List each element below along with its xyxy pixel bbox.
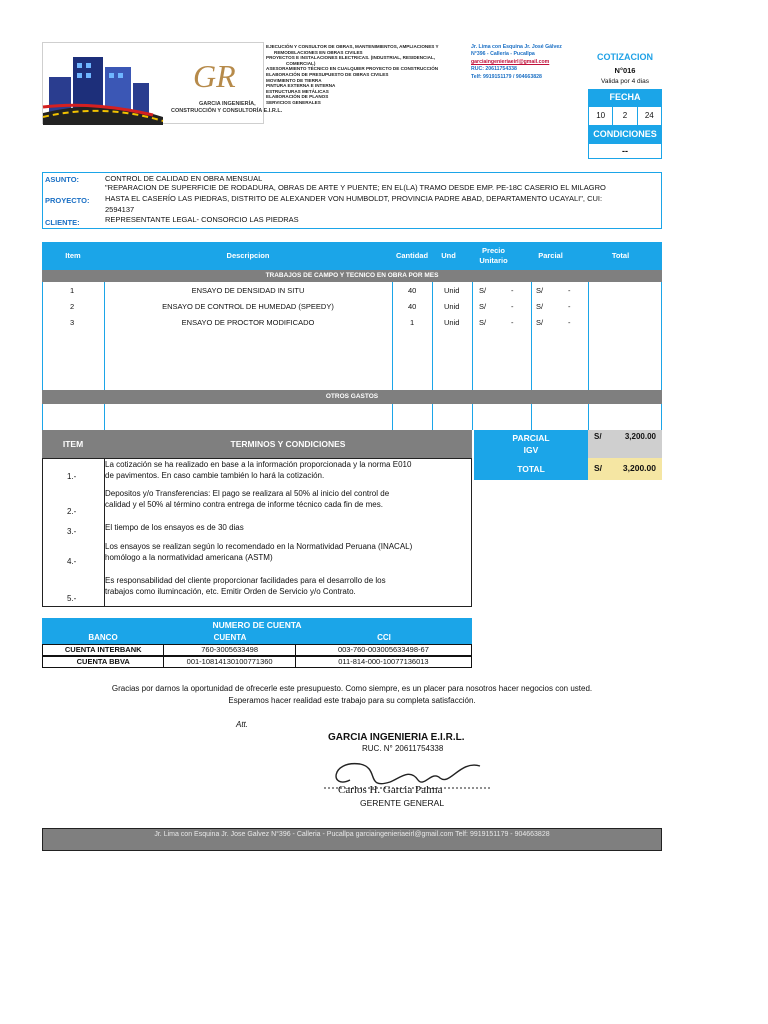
contact-email-link[interactable]: garciaingenieriaeirl@gmail.com: [471, 58, 550, 65]
page-footer: Jr. Lima con Esquina Jr. Jose Galvez N°396 - Calleria - Pucallpa garciaingenieriaeirl@gmail.com Telf: 9919151179 - 904663828: [42, 828, 662, 851]
col-precio-line-1: Precio: [482, 246, 505, 255]
bank-col-banco: BANCO: [42, 632, 164, 644]
items-table-body: [42, 282, 662, 390]
row-parcial: -: [568, 286, 571, 295]
row-parcial: -: [568, 302, 571, 311]
table-row: [42, 300, 662, 312]
terms-list: [42, 458, 472, 607]
bank-col-cci: CCI: [296, 632, 472, 644]
svg-text:CONSTRUCCIÓN Y CONSULTORÍA E.I: CONSTRUCCIÓN Y CONSULTORÍA E.I.R.L.: [171, 108, 283, 114]
bank-col-cuenta: CUENTA: [164, 632, 296, 644]
service-item: REMODELACIONES EN OBRAS CIVILES: [274, 49, 363, 55]
row-und: Unid: [444, 302, 460, 311]
term-item: Es responsabilidad del cliente proporcionar facilidades para el desarrollo de los trabajos como ilumincación, etc. Emitir Orden de Servicio y/o Contrato.: [105, 576, 386, 596]
items-table-header: [42, 242, 662, 270]
fecha-day: 10: [589, 107, 613, 125]
term-number: 5.-: [67, 594, 77, 603]
svg-text:GR: GR: [193, 58, 236, 94]
row-currency: S/: [536, 318, 544, 327]
bank-cci: 011-814-000-10077136013: [338, 657, 429, 666]
row-qty: 1: [410, 318, 415, 327]
row-qty: 40: [408, 286, 417, 295]
asunto-value: CONTROL DE CALIDAD EN OBRA MENSUAL: [105, 174, 263, 183]
services-list: [266, 44, 462, 106]
section-otros-gastos: OTROS GASTOS: [42, 390, 662, 404]
proyecto-line-1: "REPARACION DE SUPERFICIE DE RODADURA, OBRAS DE ARTE Y PUENTE; EN EL(LA) TRAMO DESDE EMP. PE-18C CASERIO EL MILAGRO: [105, 183, 606, 192]
row-currency: S/: [536, 286, 544, 295]
closing-line-2: Esperamos hacer realidad este trabajo para su completa satisfacción.: [228, 696, 476, 705]
parcial-value: 3,200.00: [624, 432, 656, 441]
att-label: Att.: [236, 720, 249, 729]
totals-box: [474, 430, 662, 480]
fecha-year: 24: [644, 111, 654, 120]
row-und: Unid: [444, 286, 460, 295]
building-logo-icon: [43, 43, 283, 125]
quote-number: N°016: [614, 66, 636, 75]
fecha-header: FECHA: [588, 89, 662, 106]
total-currency: S/: [594, 463, 603, 473]
term-item: Los ensayos se realizan según lo recomendado en la Normatividad Peruana (INACAL) homólogo a la normatividad americana (ASTM): [105, 542, 413, 562]
col-parcial: Parcial: [522, 242, 579, 270]
cliente-value: REPRESENTANTE LEGAL- CONSORCIO LAS PIEDRAS: [105, 215, 299, 224]
contact-address-2: N°396 - Callería - Pucallpa: [471, 51, 535, 58]
asunto-label: ASUNTO:: [45, 175, 80, 184]
contact-ruc: RUC: 20611754338: [471, 66, 517, 73]
row-desc: ENSAYO DE PROCTOR MODIFICADO: [181, 318, 315, 327]
proyecto-line-3: 2594137: [105, 205, 135, 214]
term-item: El tiempo de los ensayos es de 30 dias: [105, 523, 244, 532]
bank-table-header: [42, 632, 472, 644]
row-price: -: [511, 286, 514, 295]
total-label: TOTAL: [474, 458, 588, 480]
term-number: 2.-: [67, 507, 77, 516]
term-number: 4.-: [67, 557, 77, 566]
bank-account: 001-10814130100771360: [164, 657, 295, 667]
bank-name: CUENTA INTERBANK: [43, 645, 164, 655]
row-currency: S/: [479, 318, 487, 327]
service-item: PROYECTOS E INSTALACIONES ELECTRICAS. (INDUSTRIAL, RESIDENCIAL,: [266, 55, 436, 61]
total-value-cell: [588, 458, 662, 480]
term-number: 1.-: [67, 472, 77, 481]
service-item: PINTURA EXTERNA E INTERNA: [266, 83, 336, 89]
term-item: Depositos y/o Transferencias: El pago se realizara al 50% al inicio del control de calidad y el 50% al término contra entrega de informe técnico cada fin de mes.: [105, 489, 390, 509]
service-item: ASESORAMIENTO TÉCNICO EN CUALQUIER PROYECTO DE CONSTRUCCIÓN: [266, 66, 439, 72]
service-item: SERVICIOS GENERALES: [266, 99, 321, 105]
signer-role: GERENTE GENERAL: [360, 798, 445, 808]
fecha-values: [588, 106, 662, 126]
bank-accounts-title: NUMERO DE CUENTA: [42, 618, 472, 632]
stamp-ruc: RUC. N° 20611754338: [362, 744, 444, 753]
proyecto-label: PROYECTO:: [45, 196, 90, 205]
row-price: -: [511, 318, 514, 327]
fecha-month: 2: [613, 107, 637, 125]
bank-row: [42, 656, 472, 668]
bank-name: CUENTA BBVA: [43, 657, 164, 667]
quote-validity: Valida por 4 dias: [601, 78, 649, 85]
terms-item-label: ITEM: [62, 439, 84, 449]
closing-line-1: Gracias por darnos la oportunidad de ofrecerle este presupuesto. Como siempre, es un placer para nosotros hacer negocios con usted.: [111, 684, 593, 693]
service-item: ESTRUCTURAS METÁLICAS: [266, 88, 329, 94]
row-desc: ENSAYO DE DENSIDAD IN SITU: [191, 286, 305, 295]
signature-stamp: [300, 724, 510, 812]
quote-title: COTIZACION: [597, 52, 653, 62]
proyecto-line-2: HASTA EL CASERÍO LAS PIEDRAS, DISTRITO DE ALEXANDER VON HUMBOLDT, PROVINCIA PADRE ABAD, DEPARTAMENTO UCAYALI", CUI:: [105, 194, 603, 203]
col-precio-line-2: Unitario: [479, 256, 508, 265]
condiciones-value: --: [588, 143, 662, 159]
parcial-igv-labels: [474, 430, 588, 458]
company-logo: [42, 42, 283, 124]
table-row: [42, 316, 662, 328]
service-item: COMERCIAL): [286, 60, 316, 66]
svg-text:GARCIA INGENIERÍA,: GARCIA INGENIERÍA,: [199, 101, 256, 107]
parcial-value-cell: [588, 430, 662, 458]
terms-header: [42, 430, 472, 458]
section-trabajos-campo: TRABAJOS DE CAMPO Y TECNICO EN OBRA POR MES: [42, 270, 662, 282]
term-number: 3.-: [67, 527, 77, 536]
parcial-currency: S/: [594, 432, 602, 441]
condiciones-header: CONDICIONES: [588, 126, 662, 143]
service-item: EJECUCIÓN Y CONSULTOR DE OBRAS, MANTENIMIENTOS, AMPLIACIONES Y: [266, 44, 439, 49]
service-item: ELABORACIÓN DE PRESUPUESTO DE OBRAS CIVILES: [266, 71, 389, 77]
contact-phone: Telf: 9919151179 / 904663828: [471, 73, 542, 80]
otros-gastos-body: [42, 404, 662, 430]
col-item: Item: [42, 242, 104, 270]
col-total: Total: [579, 242, 662, 270]
row-item: 3: [70, 318, 75, 327]
contact-address: Jr. Lima con Esquina Jr. José Gálvez: [471, 44, 562, 50]
stamp-company: GARCIA INGENIERIA E.I.R.L.: [328, 732, 465, 743]
terms-title: TERMINOS Y CONDICIONES: [230, 439, 346, 449]
col-precio: [465, 242, 522, 270]
col-descripcion: Descripcion: [104, 242, 392, 270]
row-currency: S/: [479, 286, 487, 295]
igv-label: IGV: [523, 445, 539, 455]
service-item: ELABORACIÓN DE PLANOS: [266, 94, 329, 100]
project-info-box: [42, 172, 662, 229]
signer-name: Carlos H. Garcia Palma: [338, 784, 443, 796]
col-und: Und: [432, 242, 465, 270]
bank-account: 760-3005633498: [164, 645, 295, 655]
row-item: 1: [70, 286, 75, 295]
row-currency: S/: [536, 302, 544, 311]
closing-message: [42, 683, 662, 707]
total-value: 3,200.00: [622, 463, 656, 473]
bank-cci: 003-760-003005633498-67: [337, 645, 429, 654]
company-contact: [471, 44, 591, 81]
term-item: La cotización se ha realizado en base a la información proporcionada y la norma E010 de pavimentos. En caso cambie también lo hará la cotización.: [105, 460, 412, 480]
table-row: [42, 284, 662, 296]
row-qty: 40: [408, 302, 417, 311]
cliente-label: CLIENTE:: [45, 218, 80, 227]
row-parcial: -: [568, 318, 571, 327]
row-item: 2: [70, 302, 75, 311]
row-price: -: [511, 302, 514, 311]
service-item: MOVIMIENTO DE TIERRA: [266, 77, 322, 83]
row-currency: S/: [479, 302, 487, 311]
row-und: Unid: [444, 318, 460, 327]
parcial-label: PARCIAL: [512, 433, 550, 443]
bank-row: [42, 644, 472, 656]
row-desc: ENSAYO DE CONTROL DE HUMEDAD (SPEEDY): [162, 302, 334, 311]
col-cantidad: Cantidad: [392, 242, 432, 270]
